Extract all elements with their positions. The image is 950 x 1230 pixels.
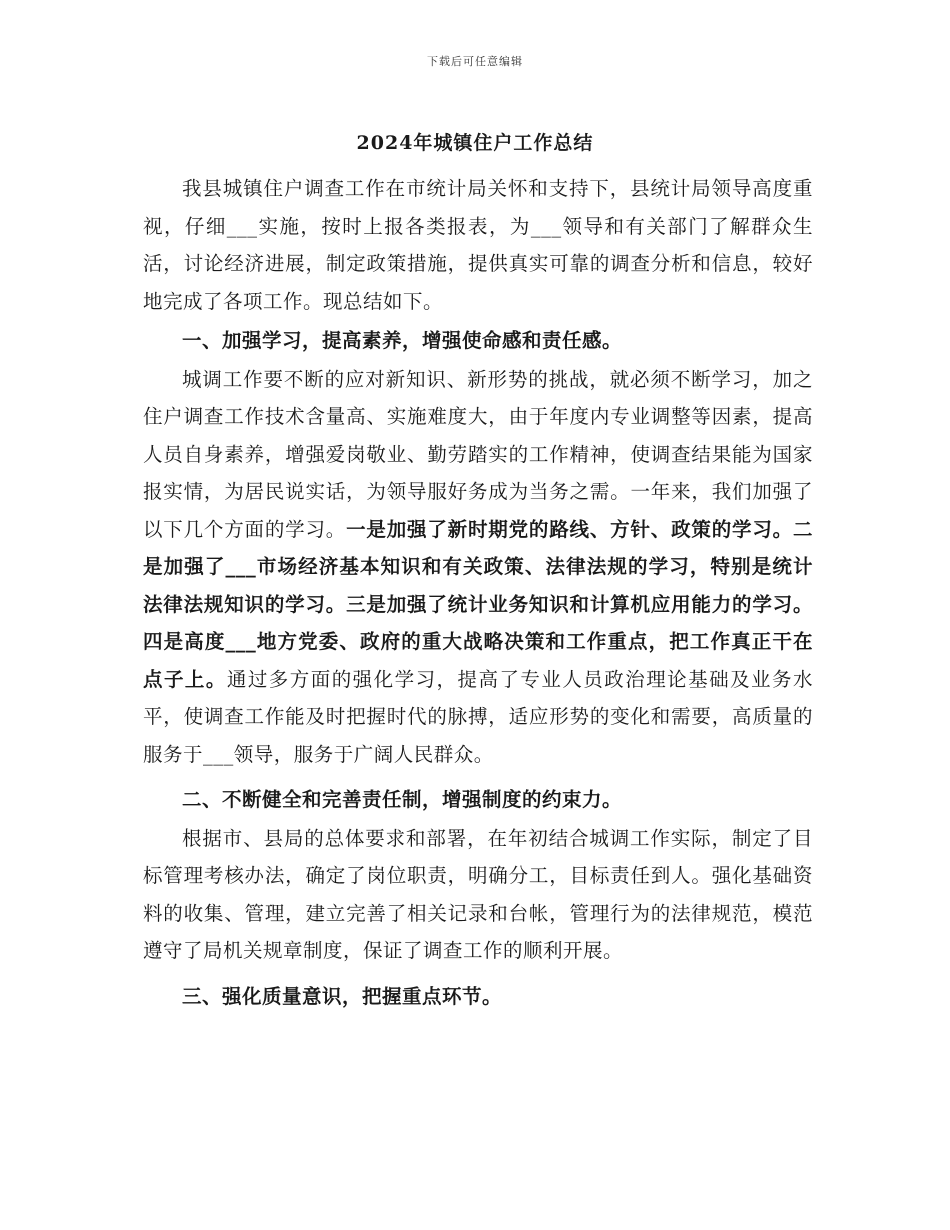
intro-paragraph: 我县城镇住户调查工作在市统计局关怀和支持下，县统计局领导高度重视，仔细___实施，按时上报各类报表，为___领导和有关部门了解群众生活，讨论经济进展，制定政策措施，提供真实可靠的调查分析和信息，较好地完成了各项工作。现总结如下。: [143, 177, 813, 313]
section-1-text-before: 城调工作要不断的应对新知识、新形势的挑战，就必须不断学习，加之住户调查工作技术含量高、实施难度大，由于年度内专业调整等因素，提高人员自身素养，增强爱岗敬业、勤劳踏实的工作精神，使调查结果能为国家报实情，为居民说实话，为领导服好务成为当务之需。一年来，我们加强了以下几个方面的学习。: [143, 367, 813, 541]
document-title: 2024年城镇住户工作总结: [356, 132, 594, 154]
section-1-text-bold: 一是加强了新时期党的路线、方针、政策的学习。二是加强了___市场经济基本知识和有关政策、法律法规的学习，特别是统计法律法规知识的学习。三是加强了统计业务知识和计算机应用能力的学习。四是高度___地方党委、政府的重大战略决策和工作重点，把工作真正干在点子上。: [143, 517, 813, 691]
section-1-text-after: 通过多方面的强化学习，提高了专业人员政治理论基础及业务水平，使调查工作能及时把握时代的脉搏，适应形势的变化和需要，高质量的服务于___领导，服务于广阔人民群众。: [143, 667, 813, 766]
section-2-heading: 二、不断健全和完善责任制，增强制度的约束力。: [182, 788, 623, 811]
document-body: [143, 170, 813, 1015]
section-1-paragraph: [143, 361, 813, 774]
section-3-heading: 三、强化质量意识，把握重点环节。: [182, 984, 503, 1008]
header-note: 下载后可任意编辑: [427, 55, 523, 68]
section-1-heading: 一、加强学习，提高素养，增强使命感和责任感。: [182, 329, 623, 352]
section-2-paragraph: 根据市、县局的总体要求和部署，在年初结合城调工作实际，制定了目标管理考核办法，确定了岗位职责，明确分工，目标责任到人。强化基础资料的收集、管理，建立完善了相关记录和台帐，管理行为的法律规范，模范遵守了局机关规章制度，保证了调查工作的顺利开展。: [143, 826, 813, 962]
